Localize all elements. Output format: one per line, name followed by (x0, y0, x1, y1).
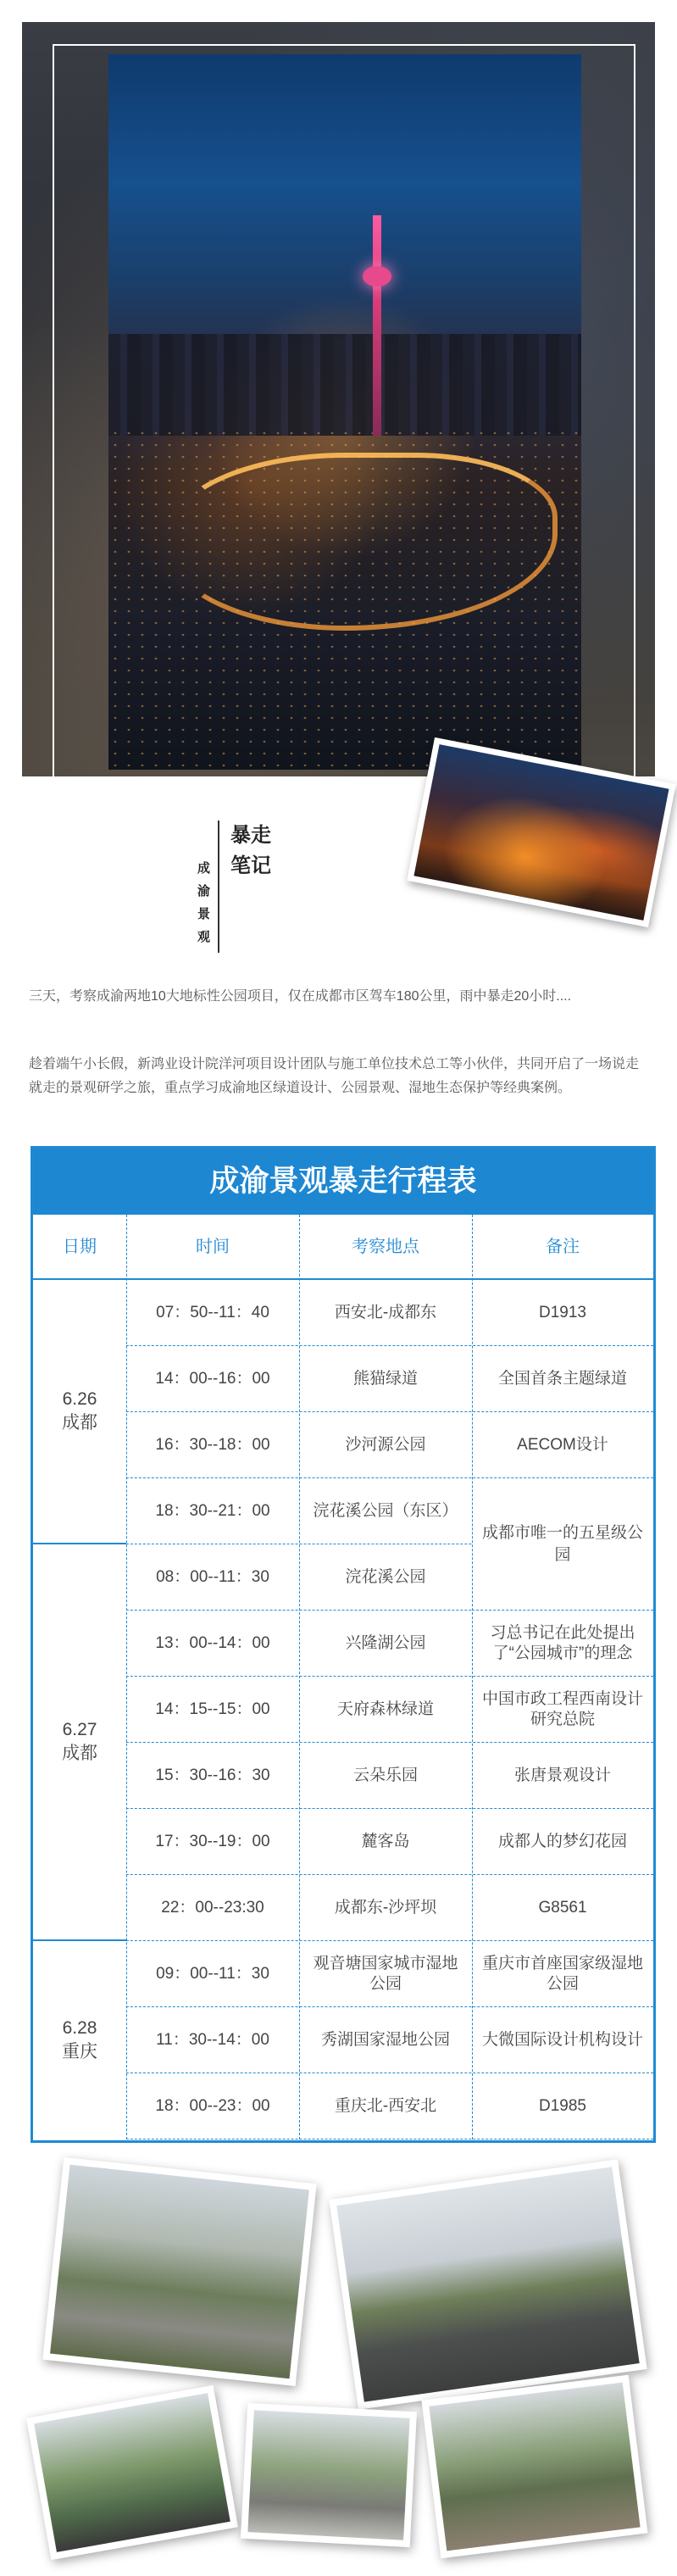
row-note: 大微国际设计机构设计 (481, 2030, 643, 2049)
row-place: 熊猫绿道 (352, 1369, 418, 1388)
hero-white-frame (53, 44, 635, 783)
header-date: 日期 (63, 1237, 97, 1256)
row-place: 兴隆湖公园 (345, 1633, 426, 1652)
header-time: 时间 (196, 1237, 230, 1256)
photo-group-steps-image (247, 2410, 409, 2540)
row-note: 重庆市首座国家级湿地公园 (481, 1954, 643, 1993)
header-note: 备注 (546, 1237, 580, 1256)
row-time: 14：00--16：00 (155, 1369, 270, 1388)
row-time: 17：30--19：00 (155, 1832, 270, 1850)
row-time: 13：00--14：00 (155, 1633, 270, 1652)
date-group-date: 6.26 (62, 1389, 97, 1409)
row-time: 14：15--15：00 (155, 1700, 270, 1718)
date-group-date: 6.27 (62, 1720, 97, 1739)
header-place: 考察地点 (352, 1237, 419, 1256)
row-place: 重庆北-西安北 (334, 2096, 437, 2115)
row-place: 成都东-沙坪坝 (334, 1898, 437, 1917)
photo-wet-plaza-image (336, 2167, 639, 2401)
row-time: 07：50--11：40 (156, 1303, 269, 1321)
row-note: G8561 (538, 1898, 587, 1917)
row-time: 18：00--23：00 (155, 2096, 270, 2115)
row-note: 中国市政工程西南设计研究总院 (481, 1689, 643, 1728)
date-group-city: 重庆 (62, 2042, 97, 2061)
photo-stone-garden (42, 2157, 316, 2386)
row-place: 麓客岛 (361, 1832, 410, 1850)
description-paragraph: 趁着端午小长假，新鸿业设计院洋河项目设计团队与施工单位技术总工等小伙伴，共同开启了一场说走就走的景观研学之旅，重点学习成渝地区绿道设计、公园景观、湿地生态保护等经典案例。 (29, 1057, 640, 1095)
row-place: 浣花溪公园（东区） (313, 1501, 458, 1520)
title-side-text: 成渝景观 (196, 861, 210, 953)
merged-note-cell: 成都市唯一的五星级公园 (472, 1478, 653, 1611)
title-divider (218, 821, 219, 953)
date-group-cell (33, 1280, 126, 1544)
row-note: D1985 (539, 2096, 586, 2115)
row-place: 观音塘国家城市湿地公园 (313, 1954, 458, 1993)
photo-lakeside-selfie (26, 2385, 238, 2560)
photo-lakeside-selfie-image (34, 2393, 230, 2552)
title-block (195, 821, 364, 956)
date-group-cell (33, 1544, 126, 1941)
photo-group-steps (241, 2403, 417, 2547)
row-time: 15：30--16：30 (155, 1766, 270, 1784)
row-time: 11：30--14：00 (156, 2030, 269, 2049)
title-main (230, 821, 271, 882)
row-place: 天府森林绿道 (336, 1700, 434, 1718)
row-place: 云朵乐园 (352, 1766, 418, 1784)
column-divider (472, 1215, 473, 2139)
row-time: 08：00--11：30 (156, 1567, 269, 1586)
photo-stone-garden-image (50, 2165, 309, 2378)
row-place: 浣花溪公园 (345, 1567, 426, 1586)
row-time: 16：30--18：00 (155, 1435, 270, 1454)
photo-wet-plaza (329, 2159, 646, 2409)
row-note: 全国首条主题绿道 (497, 1369, 627, 1388)
row-note: D1913 (539, 1303, 586, 1321)
row-time: 22：00--23:30 (161, 1898, 264, 1917)
date-group-cell (33, 1941, 126, 2139)
row-time: 09：00--11：30 (156, 1964, 269, 1983)
column-divider (299, 1215, 300, 2139)
title-main-line1: 暴走 (230, 824, 271, 847)
row-note: 习总书记在此处提出了“公园城市”的理念 (490, 1623, 635, 1662)
itinerary-table-title: 成渝景观暴走行程表 (33, 1149, 653, 1215)
date-group-city: 成都 (62, 1413, 97, 1433)
row-time: 18：30--21：00 (155, 1501, 270, 1520)
date-group-city: 成都 (62, 1744, 97, 1763)
row-place: 沙河源公园 (345, 1435, 426, 1454)
row-place: 西安北-成都东 (334, 1303, 437, 1321)
column-divider (126, 1215, 127, 2139)
itinerary-table (31, 1146, 656, 2143)
row-note: 张唐景观设计 (513, 1766, 611, 1784)
title-main-line2: 笔记 (230, 854, 271, 877)
row-note: AECOM设计 (517, 1435, 608, 1454)
date-group-date: 6.28 (62, 2018, 97, 2038)
photo-park-visitors-image (429, 2383, 640, 2551)
row-note: 成都人的梦幻花园 (497, 1832, 627, 1850)
row-place: 秀湖国家湿地公园 (320, 2030, 450, 2049)
photo-park-visitors (421, 2375, 647, 2559)
intro-paragraph: 三天，考察成渝两地10大地标性公园项目，仅在成都市区驾车180公里，雨中暴走20小时.... (29, 989, 572, 1004)
